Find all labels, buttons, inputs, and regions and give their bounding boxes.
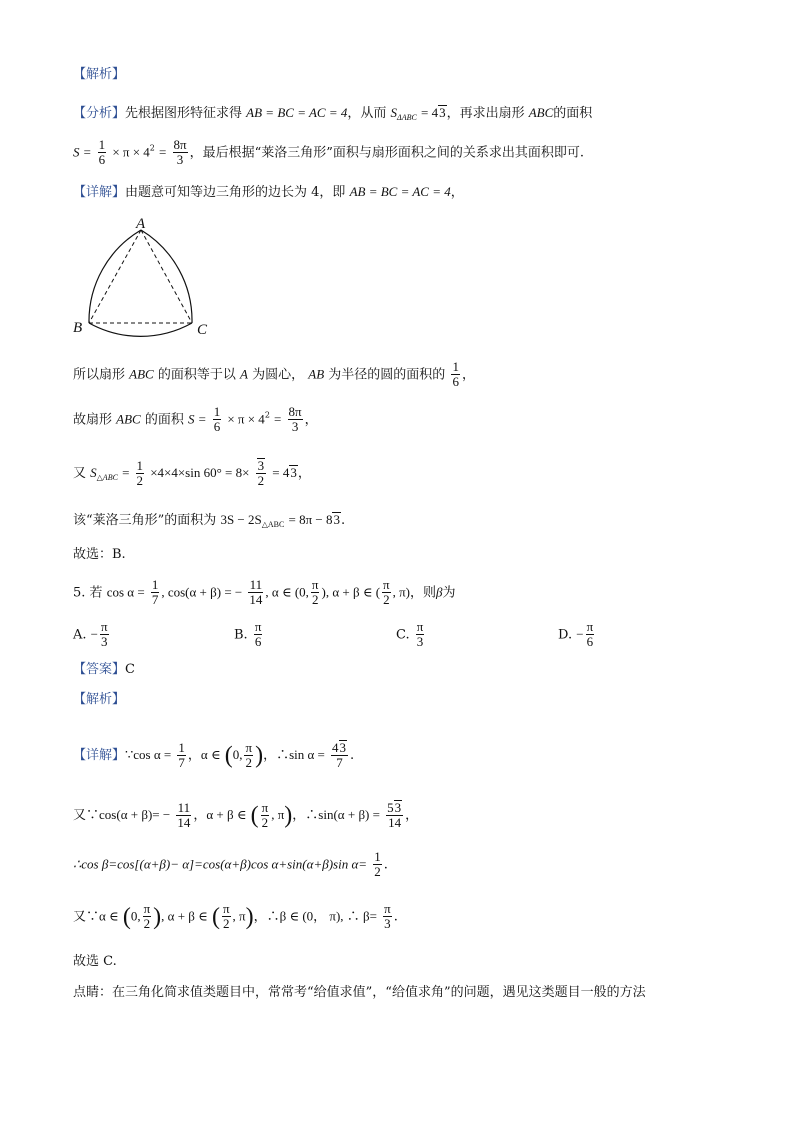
- denominator: 3: [101, 634, 108, 650]
- denominator: 6: [98, 152, 106, 168]
- denominator: 14: [177, 814, 191, 830]
- text: ，: [297, 465, 311, 481]
- math-expr: ABC: [129, 366, 154, 382]
- denominator: 3: [416, 634, 424, 650]
- text: ，最后根据“莱洛三角形”面积与扇形面积之间的关系求出其面积即可.: [189, 145, 585, 161]
- fraction: [98, 138, 107, 168]
- math-expr: ，∴β ∈ (0， π), ∴ β=: [253, 908, 377, 924]
- fraction: [382, 578, 391, 608]
- answer-line: [73, 663, 135, 676]
- denominator: 6: [254, 634, 262, 650]
- section-label-jiexi: 【解析】: [73, 67, 126, 82]
- fraction: [151, 578, 160, 608]
- text: 为圆心，: [252, 367, 305, 383]
- text: 故扇形: [73, 412, 113, 428]
- numerator: π: [311, 577, 319, 592]
- denominator: 7: [178, 754, 185, 770]
- paren-close: ): [147, 806, 153, 822]
- detail2-line-1: [73, 740, 354, 771]
- sqrt-3: 3: [394, 800, 402, 815]
- fraction: [451, 360, 460, 390]
- denominator: 7: [336, 755, 343, 771]
- option-label: B.: [234, 627, 248, 643]
- math-expr: $S_{\Delta ABC}$: [390, 105, 417, 122]
- math-expr: A: [240, 366, 248, 382]
- numerator: 4: [332, 740, 339, 755]
- math-expr: AB = BC = AC = 4: [246, 105, 348, 120]
- denominator: 6: [452, 374, 459, 390]
- denominator: 2: [261, 814, 269, 830]
- paren-open: (: [250, 802, 259, 829]
- numerator: 8π: [173, 137, 187, 152]
- text: 所以扇形: [73, 367, 126, 383]
- fraction: [173, 138, 188, 168]
- paren-close: ): [245, 903, 254, 930]
- math-expr: ABC: [528, 105, 554, 120]
- math-expr: S =: [188, 411, 207, 427]
- math-expr: AB: [308, 366, 325, 382]
- text: 由题意可知等边三角形的边长为 4，即: [125, 185, 346, 200]
- math-expr: × π × 4: [227, 411, 265, 427]
- text: 先根据图形特征求得: [125, 106, 243, 121]
- answer-value: C: [125, 662, 135, 677]
- analysis-line-2: S = $\frac{1}{6}$ × $\pi \times 4^2$ = $\frac{8\pi}{3}$ ，最后根据“莱洛三角形”面积与扇形面积之间的关系求出其面积即可.: [73, 137, 585, 168]
- text: 若: [89, 585, 103, 601]
- denominator: 7: [151, 592, 159, 608]
- sqrt-3: 3: [333, 512, 340, 527]
- math-expr: =: [274, 411, 282, 427]
- denominator: 6: [586, 634, 594, 650]
- fraction: [416, 620, 425, 650]
- option-b[interactable]: [234, 620, 264, 650]
- option-sign: −: [90, 626, 99, 642]
- option-sign: −: [576, 626, 584, 642]
- math-expr: ，α ∈: [187, 746, 221, 762]
- option-label: C.: [396, 627, 410, 643]
- math-expr: 0,: [130, 908, 141, 924]
- math-expr: 0,: [232, 746, 243, 762]
- option-label: A.: [73, 627, 87, 643]
- numerator: 1: [213, 404, 221, 419]
- numerator: π: [261, 799, 269, 815]
- paren-close: ): [284, 802, 293, 829]
- section-label-daan: 【答案】: [73, 662, 126, 677]
- denominator: 2: [222, 916, 230, 932]
- denominator: 2: [383, 592, 390, 608]
- paren-open: (: [211, 903, 220, 930]
- sqrt-3: 3: [339, 740, 347, 755]
- fraction: [373, 850, 382, 880]
- denominator: 2: [311, 592, 319, 608]
- denominator: 2: [245, 754, 253, 770]
- text: ，从而: [347, 106, 387, 121]
- option-d[interactable]: [558, 620, 596, 650]
- math-expr: = 4: [420, 105, 439, 120]
- paren-open: (: [122, 903, 131, 930]
- text: 为: [442, 585, 456, 601]
- numerator: 1: [151, 577, 159, 592]
- numerator: π: [254, 619, 262, 634]
- denominator: 6: [213, 419, 221, 435]
- denominator: 14: [388, 815, 402, 831]
- numerator: 1: [98, 137, 106, 152]
- numerator: 8π: [288, 404, 302, 419]
- math-expr: =: [122, 464, 130, 480]
- denominator: 3: [291, 419, 299, 435]
- sqrt-3: 3: [439, 105, 446, 120]
- math-expr: ×4×4×sin 60° = 8×: [150, 464, 250, 480]
- denominator: 2: [136, 472, 144, 488]
- sqrt-3: 3: [290, 464, 297, 480]
- fraction: [256, 458, 267, 489]
- fraction: [311, 578, 320, 608]
- math-expr: 3S − 2S: [220, 512, 262, 527]
- math-expr: , α + β ∈: [161, 908, 208, 924]
- fraction: [177, 741, 186, 771]
- math-expr: ，α + β ∈: [193, 806, 247, 822]
- math-expr: α + β: [120, 806, 148, 822]
- math-expr: cos α =: [106, 584, 145, 600]
- text: 的面积: [144, 412, 184, 428]
- question-5: [73, 578, 456, 608]
- math-expr: = −: [152, 806, 171, 822]
- sqrt-3: 3: [257, 458, 265, 473]
- math-expr: , π): [392, 584, 411, 600]
- fraction: [100, 620, 109, 650]
- denominator: 3: [384, 916, 391, 932]
- vertex-label-c: C: [197, 322, 208, 338]
- denominator: 2: [143, 916, 151, 932]
- text: .: [393, 909, 398, 925]
- vertex-label-a: A: [136, 216, 146, 232]
- numerator: π: [245, 739, 253, 755]
- equilateral-triangle: [89, 230, 192, 323]
- math-expr: ABC: [116, 411, 141, 427]
- numerator: π: [101, 619, 108, 634]
- math-expr: ∴cos β=cos[(α+β)− α]=cos(α+β)cos α+sin(α+β)sin α=: [73, 856, 368, 872]
- denominator: 14: [249, 592, 263, 608]
- paren-close: ): [255, 742, 264, 769]
- detail1-line-1: [73, 185, 464, 199]
- detail2-line-3: [73, 850, 388, 880]
- math-expr: , π: [232, 908, 246, 924]
- section-label-xiangjie: 【详解】: [73, 185, 126, 200]
- math-expr: [90, 465, 118, 480]
- text: ，: [405, 807, 419, 823]
- detail1-line-4: 故扇形 ABC 的面积 S = $\frac{1}{6}$ × $\pi \times 4^2$ = $\frac{8\pi}{3}$ ，: [73, 404, 318, 435]
- text: .: [350, 747, 355, 763]
- math-expr: AB = BC = AC = 4: [349, 184, 451, 199]
- detail2-line-2: [73, 800, 418, 831]
- text: .: [340, 513, 346, 528]
- math-expr: =: [159, 144, 167, 160]
- fraction: [254, 620, 263, 650]
- reuleaux-arcs: [89, 230, 192, 336]
- math-expr: 又∵α ∈: [73, 908, 119, 924]
- math-expr: ，∴sin α =: [263, 746, 325, 762]
- symbol-s: S: [90, 464, 97, 480]
- math-expr: ∵cos α =: [125, 746, 172, 762]
- math-expr: × π × 4: [112, 144, 150, 160]
- math-expr: , π: [271, 806, 285, 822]
- numerator: π: [586, 619, 594, 634]
- paren-open: (: [224, 742, 233, 769]
- text: ，再求出扇形: [446, 106, 525, 121]
- text: ，: [461, 367, 475, 383]
- detail1-line-6: [73, 512, 345, 529]
- text: ，则: [410, 585, 437, 601]
- math-expr: S =: [73, 144, 92, 160]
- math-expr: , α ∈ (0,: [265, 584, 309, 600]
- analysis-line-1: [73, 105, 592, 122]
- detail1-line-3: [73, 360, 475, 390]
- section-label-jiexi-2: 【解析】: [73, 692, 126, 707]
- text: 为半径的圆的面积的: [328, 367, 446, 383]
- numerator: π: [383, 577, 390, 592]
- numerator: 1: [374, 849, 381, 864]
- fraction: [136, 459, 145, 489]
- fraction: [213, 405, 222, 435]
- question-number: 5.: [73, 585, 86, 601]
- section-label-fenxi: 【分析】: [73, 106, 126, 121]
- numerator: 1: [178, 739, 185, 755]
- fraction: [386, 800, 403, 831]
- numerator: 1: [136, 457, 144, 473]
- choice-c-line: 故选 C.: [73, 954, 117, 969]
- math-expr: β: [436, 584, 443, 600]
- reuleaux-triangle-figure: [68, 212, 218, 340]
- math-expr: ), α + β ∈ (: [321, 584, 381, 600]
- text: 该“莱洛三角形”的面积为: [73, 513, 217, 528]
- detail2-line-4: [73, 902, 398, 932]
- option-c[interactable]: [396, 620, 426, 650]
- vertex-label-b: B: [73, 320, 83, 336]
- fraction: [383, 902, 392, 932]
- numerator: π: [222, 901, 230, 916]
- subscript: △ABC: [96, 472, 118, 482]
- fraction: [261, 801, 270, 831]
- fraction: [331, 740, 348, 771]
- detail1-line-5: [73, 458, 311, 489]
- text: ，: [304, 412, 318, 428]
- numerator: π: [143, 901, 151, 916]
- math-expr: = 4: [272, 464, 290, 480]
- text: .: [383, 857, 388, 873]
- text: 又: [73, 465, 87, 481]
- numerator: 5: [387, 800, 394, 815]
- numerator: π: [384, 901, 391, 916]
- fraction: [248, 578, 263, 608]
- denominator: 2: [374, 864, 381, 880]
- math-expr: , cos(α + β) = −: [161, 584, 243, 600]
- denominator: 2: [257, 473, 265, 489]
- text: ，: [450, 185, 464, 200]
- math-expr: ，∴sin(α + β) =: [292, 806, 380, 822]
- option-a[interactable]: [73, 620, 111, 650]
- subscript: △ABC: [261, 520, 285, 529]
- fraction: [586, 620, 595, 650]
- option-label: D.: [558, 627, 573, 643]
- paren-close: ): [153, 903, 162, 930]
- text: 的面积等于以: [157, 367, 236, 383]
- numerator: 1: [452, 359, 459, 374]
- numerator: π: [416, 619, 424, 634]
- remark-line: 点睛：在三角化简求值类题目中，常常考“给值求值”，“给值求角”的问题，遇见这类题目一般的方法: [73, 985, 646, 1000]
- math-expr: 又∵cos: [73, 806, 117, 822]
- choice-b-line: 故选：B.: [73, 547, 126, 562]
- denominator: 3: [176, 152, 184, 168]
- fraction: [244, 741, 253, 771]
- section-label-xiangjie-2: 【详解】: [73, 747, 126, 763]
- fraction: [288, 405, 303, 435]
- fraction: [222, 902, 231, 932]
- numerator: 11: [249, 577, 263, 592]
- paren-open: (: [116, 806, 121, 822]
- numerator: 11: [177, 799, 191, 815]
- math-expr: = 8π − 8: [288, 512, 333, 527]
- fraction: [143, 902, 152, 932]
- text: 的面积: [553, 106, 593, 121]
- fraction: [176, 801, 191, 831]
